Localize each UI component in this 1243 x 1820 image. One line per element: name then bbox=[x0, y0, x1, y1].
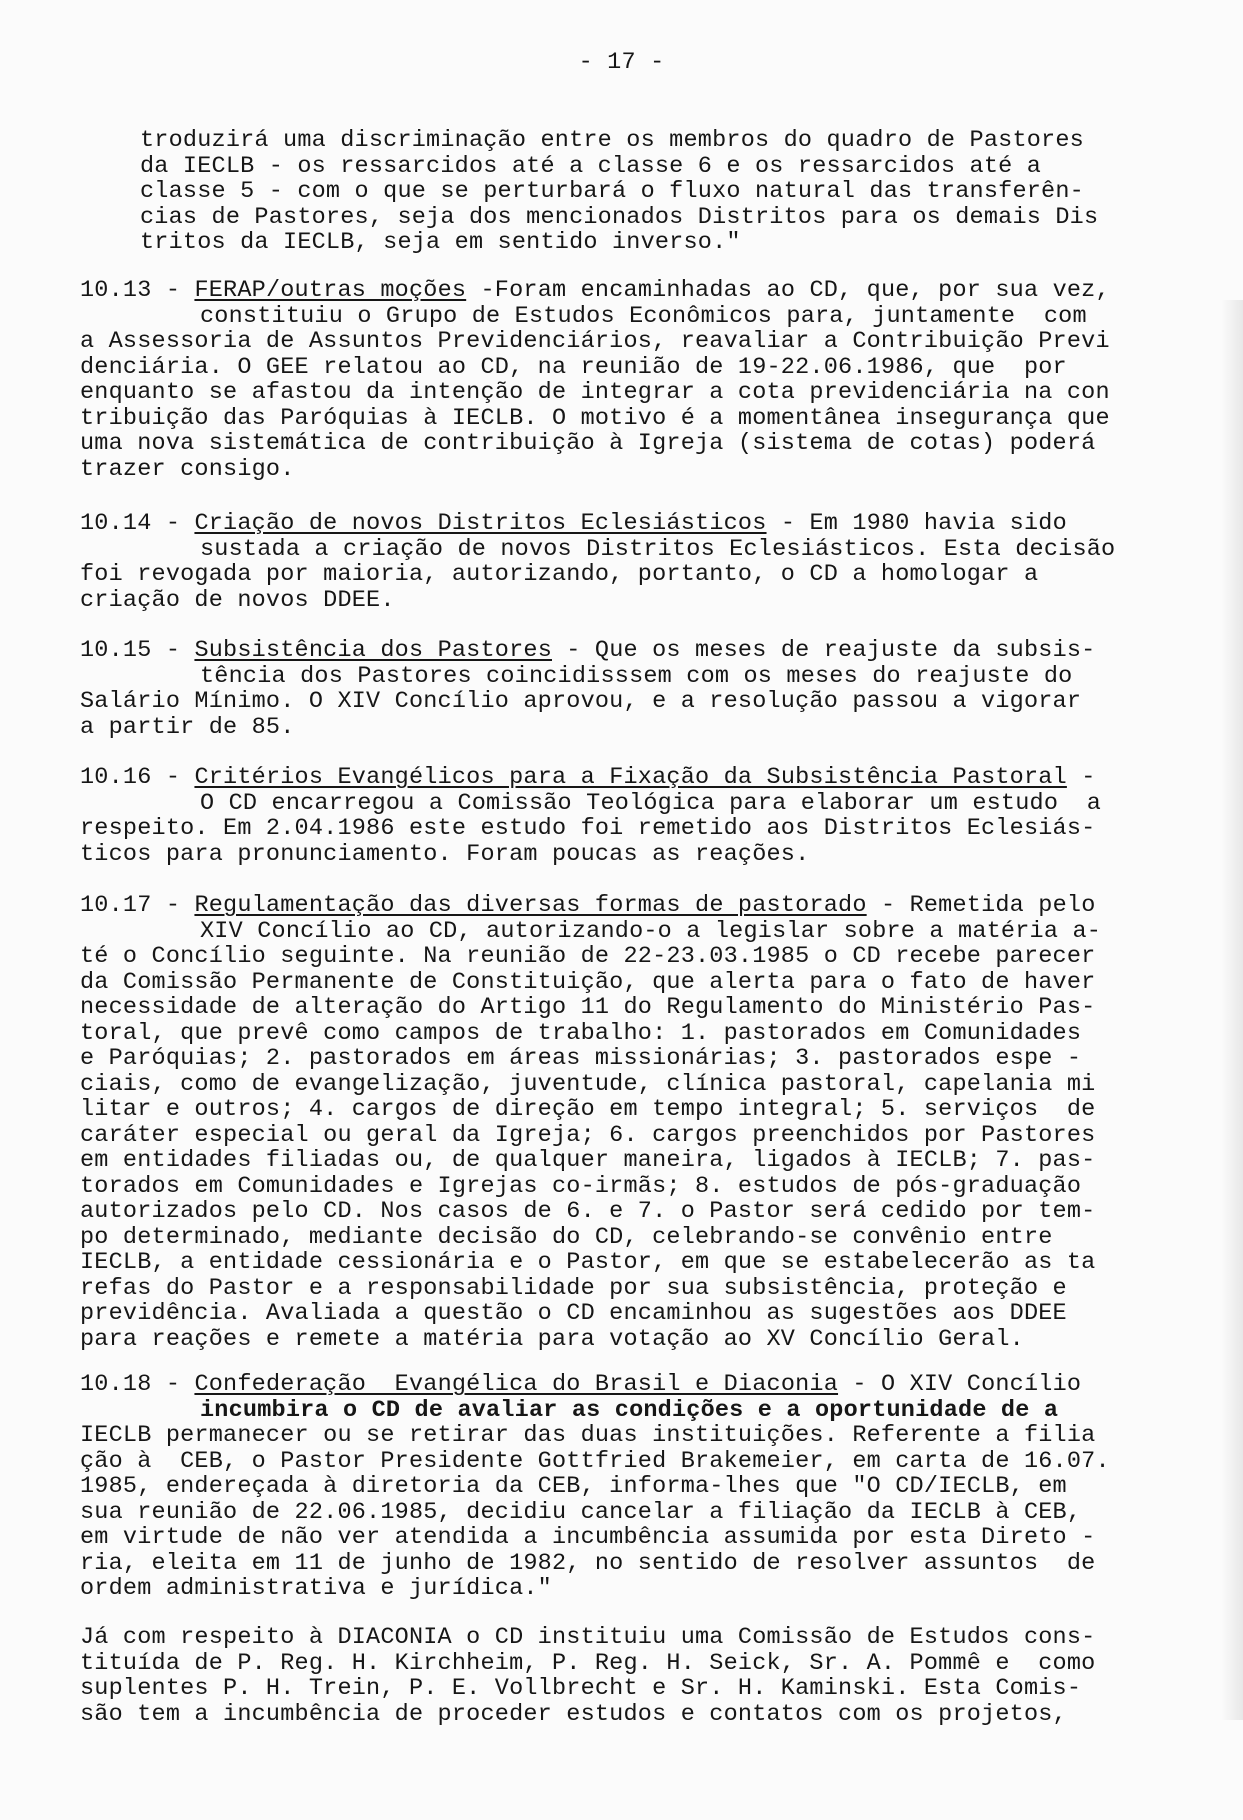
text-line: ordem administrativa e jurídica." bbox=[80, 1575, 552, 1602]
text-line: ciais, como de evangelização, juventude, clínica pastoral, capelania mi bbox=[80, 1070, 1096, 1098]
text-line: XIV Concílio ao CD, autorizando-o a legislar sobre a matéria a- bbox=[200, 917, 1102, 945]
text-line: po determinado, mediante decisão do CD, celebrando-se convênio entre bbox=[80, 1223, 1053, 1251]
section-10-15 bbox=[80, 638, 1200, 740]
text-line: trazer consigo. bbox=[80, 455, 295, 483]
section-heading-rest: - Remetida pelo bbox=[866, 892, 1096, 919]
text-line: IECLB, a entidade cessionária e o Pastor, em que se estabelecerão as ta bbox=[80, 1249, 1096, 1276]
section-heading-rest: - Que os meses de reajuste da subsis- bbox=[552, 637, 1096, 664]
text-line: tritos da IECLB, seja em sentido inverso." bbox=[140, 229, 741, 256]
section-number: 10.16 bbox=[80, 764, 152, 791]
section-heading-line: 10.14 - Criação de novos Distritos Eclesiásticos - Em 1980 havia sido bbox=[80, 510, 1067, 537]
text-line: torados em Comunidades e Igrejas co-irmãs; 8. estudos de pós-graduação bbox=[80, 1172, 1082, 1200]
section-10-18 bbox=[80, 1372, 1200, 1602]
text-line: para reações e remete a matéria para votação ao XV Concílio Geral. bbox=[80, 1325, 1024, 1353]
text-line: constituiu o Grupo de Estudos Econômicos para, juntamente com bbox=[200, 302, 1087, 330]
text-line: da Comissão Permanente de Constituição, que alerta para o fato de haver bbox=[80, 968, 1096, 996]
text-line: IECLB permanecer ou se retirar das duas instituições. Referente a filia bbox=[80, 1422, 1096, 1449]
text-line: Salário Mínimo. O XIV Concílio aprovou, e a resolução passou a vigorar bbox=[80, 688, 1082, 715]
intro-paragraph bbox=[80, 128, 1200, 256]
section-10-16 bbox=[80, 765, 1200, 867]
section-heading-line: 10.13 - FERAP/outras moções -Foram encaminhadas ao CD, que, por sua vez, bbox=[80, 277, 1110, 304]
section-number: 10.13 bbox=[80, 277, 152, 304]
text-line: Já com respeito à DIACONIA o CD instituiu uma Comissão de Estudos cons- bbox=[80, 1624, 1096, 1651]
text-line: em virtude de não ver atendida a incumbência assumida por esta Direto - bbox=[80, 1524, 1096, 1551]
text-line: troduzirá uma discriminação entre os membros do quadro de Pastores bbox=[140, 127, 1084, 154]
text-line: previdência. Avaliada a questão o CD encaminhou as sugestões aos DDEE bbox=[80, 1300, 1067, 1327]
text-line: a Assessoria de Assuntos Previdenciários, reavaliar a Contribuição Previ bbox=[80, 328, 1110, 355]
section-heading-line: 10.15 - Subsistência dos Pastores - Que os meses de reajuste da subsis- bbox=[80, 637, 1096, 664]
text-line: e Paróquias; 2. pastorados em áreas missionárias; 3. pastorados espe - bbox=[80, 1045, 1082, 1072]
section-heading: Subsistência dos Pastores bbox=[194, 637, 552, 664]
section-number: 10.17 bbox=[80, 892, 152, 919]
text-line: caráter especial ou geral da Igreja; 6. cargos preenchidos por Pastores bbox=[80, 1121, 1096, 1149]
section-heading: Critérios Evangélicos para a Fixação da Subsistência Pastoral bbox=[194, 764, 1067, 791]
text-line: sustada a criação de novos Distritos Eclesiásticos. Esta decisão bbox=[200, 535, 1116, 563]
section-number: 10.15 bbox=[80, 637, 152, 664]
text-line: suplentes P. H. Trein, P. E. Vollbrecht e Sr. H. Kaminski. Esta Comis- bbox=[80, 1675, 1082, 1702]
section-number: 10.18 bbox=[80, 1371, 152, 1398]
section-heading: Regulamentação das diversas formas de pastorado bbox=[194, 892, 867, 919]
text-line: sua reunião de 22.06.1985, decidiu cancelar a filiação da IECLB à CEB, bbox=[80, 1498, 1082, 1526]
text-line: 1985, endereçada à diretoria da CEB, informa-lhes que "O CD/IECLB, em bbox=[80, 1473, 1067, 1500]
text-line: respeito. Em 2.04.1986 este estudo foi remetido aos Distritos Eclesiás- bbox=[80, 815, 1096, 842]
section-heading: FERAP/outras moções bbox=[194, 277, 467, 304]
section-heading: Criação de novos Distritos Eclesiásticos bbox=[194, 510, 767, 537]
text-line: refas do Pastor e a responsabilidade por sua subsistência, proteção e bbox=[80, 1274, 1067, 1302]
text-line: cias de Pastores, seja dos mencionados Distritos para os demais Dis bbox=[140, 203, 1099, 231]
section-heading-rest: - O XIV Concílio bbox=[838, 1371, 1082, 1398]
section-heading-rest: - Em 1980 havia sido bbox=[766, 510, 1067, 537]
page-number: - 17 - bbox=[578, 49, 665, 76]
text-line: a partir de 85. bbox=[80, 713, 295, 741]
text-line: incumbira o CD de avaliar as condições e a oportunidade de a bbox=[200, 1396, 1059, 1424]
section-number: 10.14 bbox=[80, 510, 152, 537]
text-line: tência dos Pastores coincidisssem com os meses do reajuste do bbox=[200, 662, 1073, 690]
text-line: foi revogada por maioria, autorizando, portanto, o CD a homologar a bbox=[80, 561, 1039, 588]
closing-paragraph bbox=[80, 1625, 1200, 1727]
section-heading-line: 10.18 - Confederação Evangélica do Brasil e Diaconia - O XIV Concílio bbox=[80, 1371, 1082, 1398]
section-10-17 bbox=[80, 893, 1200, 1352]
text-line: ticos para pronunciamento. Foram poucas as reações. bbox=[80, 840, 810, 868]
text-line: classe 5 - com o que se perturbará o fluxo natural das transferên- bbox=[140, 178, 1084, 205]
section-heading-rest: -Foram encaminhadas ao CD, que, por sua vez, bbox=[466, 277, 1110, 304]
section-heading-line: 10.17 - Regulamentação das diversas formas de pastorado - Remetida pelo bbox=[80, 892, 1096, 919]
text-line: toral, que prevê como campos de trabalho: 1. pastorados em Comunidades bbox=[80, 1019, 1082, 1047]
text-line: tribuição das Paróquias à IECLB. O motivo é a momentânea insegurança que bbox=[80, 404, 1110, 432]
section-heading-rest: - bbox=[1066, 764, 1096, 791]
section-10-14 bbox=[80, 511, 1200, 613]
scan-edge-shadow bbox=[1221, 300, 1243, 1720]
text-line: criação de novos DDEE. bbox=[80, 586, 395, 614]
text-line: da IECLB - os ressarcidos até a classe 6 e os ressarcidos até a bbox=[140, 152, 1042, 180]
text-line: enquanto se afastou da intenção de integrar a cota previdenciária na con bbox=[80, 379, 1110, 406]
text-line: uma nova sistemática de contribuição à Igreja (sistema de cotas) poderá bbox=[80, 430, 1096, 457]
text-line: são tem a incumbência de proceder estudos e contatos com os projetos, bbox=[80, 1700, 1067, 1728]
section-heading-line: 10.16 - Critérios Evangélicos para a Fixação da Subsistência Pastoral - bbox=[80, 764, 1096, 791]
text-line: tituída de P. Reg. H. Kirchheim, P. Reg. H. Seick, Sr. A. Pommê e como bbox=[80, 1649, 1096, 1677]
text-line: O CD encarregou a Comissão Teológica para elaborar um estudo a bbox=[200, 789, 1102, 817]
text-line: ria, eleita em 11 de junho de 1982, no sentido de resolver assuntos de bbox=[80, 1549, 1096, 1577]
section-heading: Confederação Evangélica do Brasil e Diaconia bbox=[194, 1371, 839, 1398]
text-line: necessidade de alteração do Artigo 11 do Regulamento do Ministério Pas- bbox=[80, 994, 1096, 1021]
section-10-13 bbox=[80, 278, 1200, 482]
text-line: denciária. O GEE relatou ao CD, na reunião de 19-22.06.1986, que por bbox=[80, 353, 1067, 381]
text-line: autorizados pelo CD. Nos casos de 6. e 7. o Pastor será cedido por tem- bbox=[80, 1198, 1096, 1225]
text-line: té o Concílio seguinte. Na reunião de 22-23.03.1985 o CD recebe parecer bbox=[80, 943, 1096, 970]
text-line: em entidades filiadas ou, de qualquer maneira, ligados à IECLB; 7. pas- bbox=[80, 1147, 1096, 1174]
text-line: ção à CEB, o Pastor Presidente Gottfried Brakemeier, em carta de 16.07. bbox=[80, 1447, 1110, 1475]
text-line: litar e outros; 4. cargos de direção em tempo integral; 5. serviços de bbox=[80, 1096, 1096, 1123]
